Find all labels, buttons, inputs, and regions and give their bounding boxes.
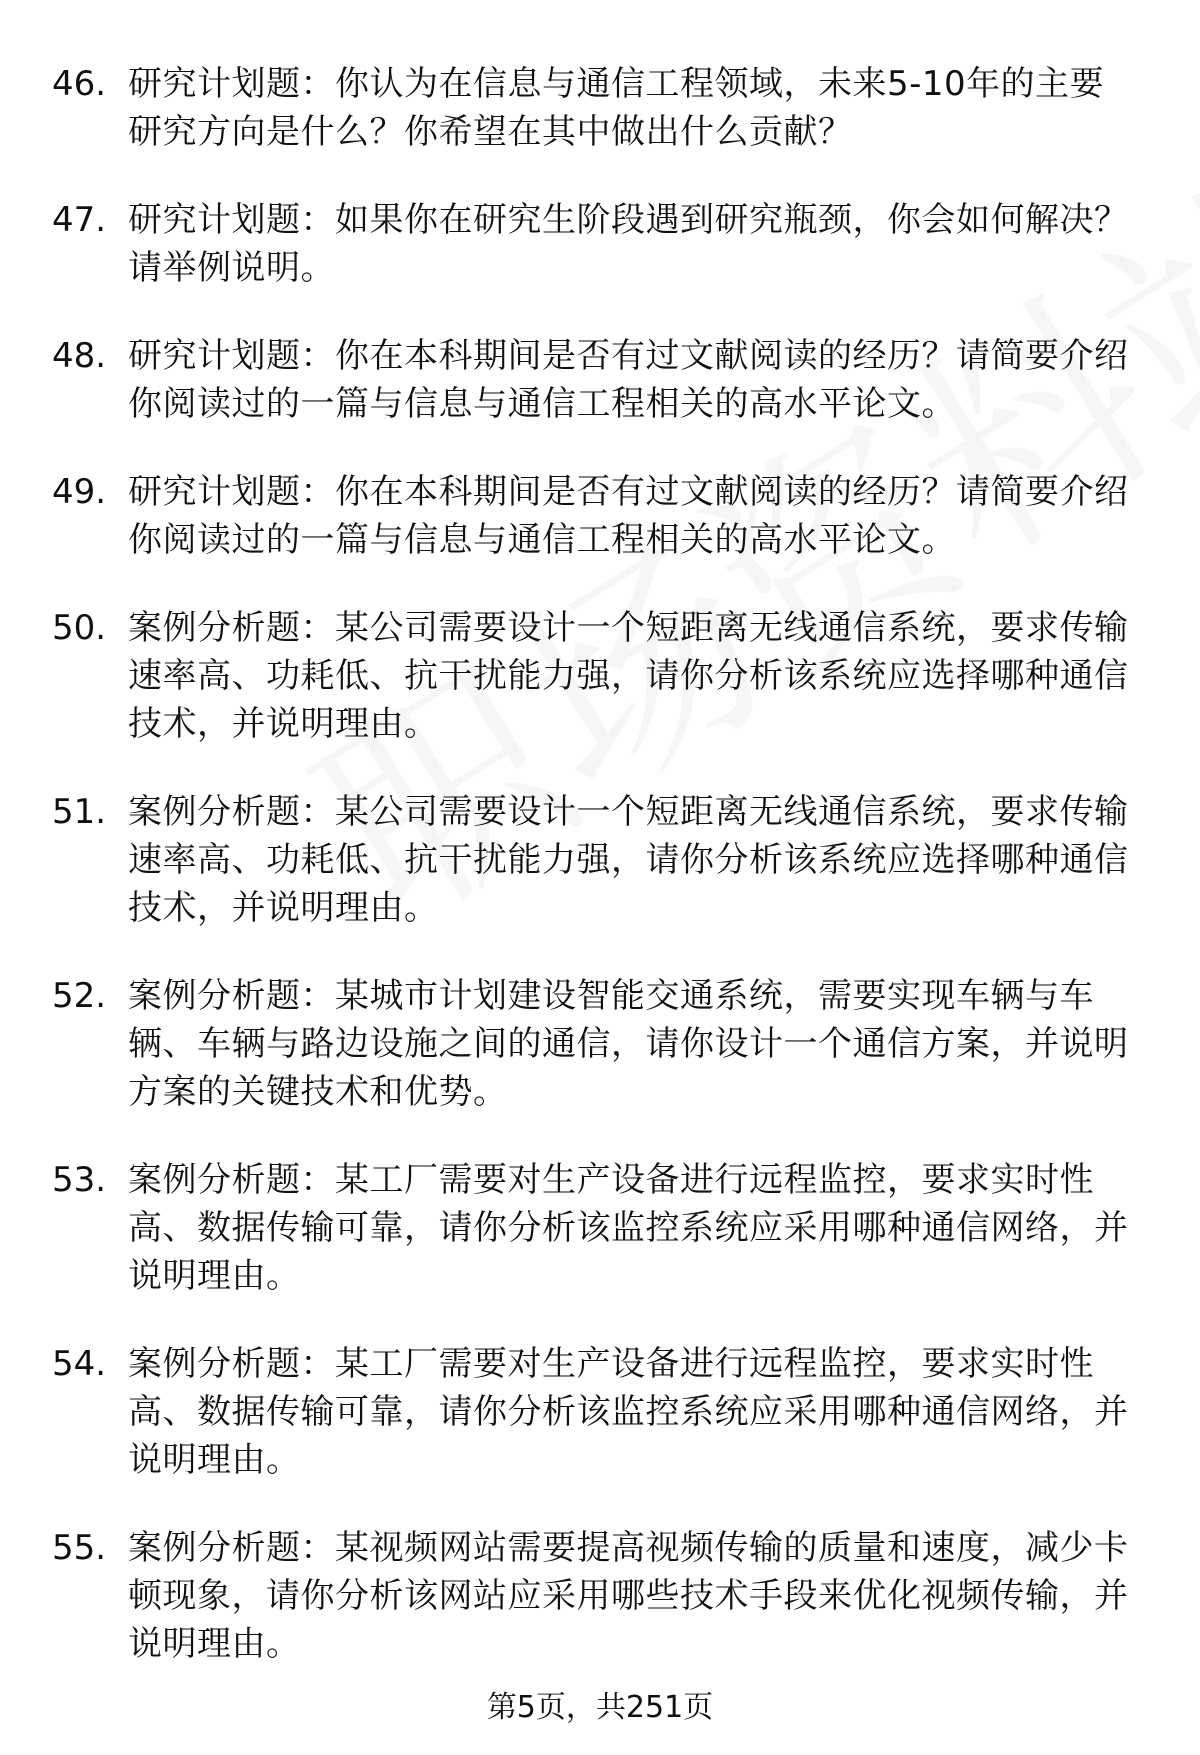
question-number: 51. <box>52 792 107 832</box>
question-text: 案例分析题：某视频网站需要提高视频传输的质量和速度，减少卡顿现象，请你分析该网站应采用哪些技术手段来优化视频传输，并说明理由。 <box>128 1528 1129 1664</box>
question-text: 研究计划题：你在本科期间是否有过文献阅读的经历？请简要介绍你阅读过的一篇与信息与通信工程相关的高水平论文。 <box>128 472 1129 560</box>
question-number: 47. <box>52 200 107 240</box>
question-text: 研究计划题：你在本科期间是否有过文献阅读的经历？请简要介绍你阅读过的一篇与信息与通信工程相关的高水平论文。 <box>128 336 1129 424</box>
question-text: 研究计划题：你认为在信息与通信工程领域，未来5-10年的主要研究方向是什么？你希望在其中做出什么贡献？ <box>128 64 1105 152</box>
question-number: 52. <box>52 976 107 1016</box>
question-number: 49. <box>52 472 107 512</box>
question-text: 研究计划题：如果你在研究生阶段遇到研究瓶颈，你会如何解决？请举例说明。 <box>128 200 1129 288</box>
question-number: 54. <box>52 1344 107 1384</box>
page-footer: 第5页，共251页 <box>486 1690 714 1725</box>
question-item-50 <box>52 604 1152 748</box>
question-number: 55. <box>52 1528 107 1568</box>
question-list <box>52 60 1152 1708</box>
question-item-51 <box>52 788 1152 932</box>
question-number: 48. <box>52 336 107 376</box>
question-item-49 <box>52 468 1152 564</box>
question-text: 案例分析题：某公司需要设计一个短距离无线通信系统，要求传输速率高、功耗低、抗干扰能力强，请你分析该系统应选择哪种通信技术，并说明理由。 <box>128 608 1129 744</box>
question-text: 案例分析题：某城市计划建设智能交通系统，需要实现车辆与车辆、车辆与路边设施之间的通信，请你设计一个通信方案，并说明方案的关键技术和优势。 <box>128 976 1129 1112</box>
question-text: 案例分析题：某公司需要设计一个短距离无线通信系统，要求传输速率高、功耗低、抗干扰能力强，请你分析该系统应选择哪种通信技术，并说明理由。 <box>128 792 1129 928</box>
question-item-46 <box>52 60 1152 156</box>
question-item-55 <box>52 1524 1152 1668</box>
question-item-48 <box>52 332 1152 428</box>
question-item-52 <box>52 972 1152 1116</box>
question-number: 50. <box>52 608 107 648</box>
question-number: 53. <box>52 1160 107 1200</box>
question-text: 案例分析题：某工厂需要对生产设备进行远程监控，要求实时性高、数据传输可靠，请你分析该监控系统应采用哪种通信网络，并说明理由。 <box>128 1160 1129 1296</box>
question-item-47 <box>52 196 1152 292</box>
question-text: 案例分析题：某工厂需要对生产设备进行远程监控，要求实时性高、数据传输可靠，请你分析该监控系统应采用哪种通信网络，并说明理由。 <box>128 1344 1129 1480</box>
question-item-53 <box>52 1156 1152 1300</box>
question-item-54 <box>52 1340 1152 1484</box>
question-number: 46. <box>52 64 107 104</box>
